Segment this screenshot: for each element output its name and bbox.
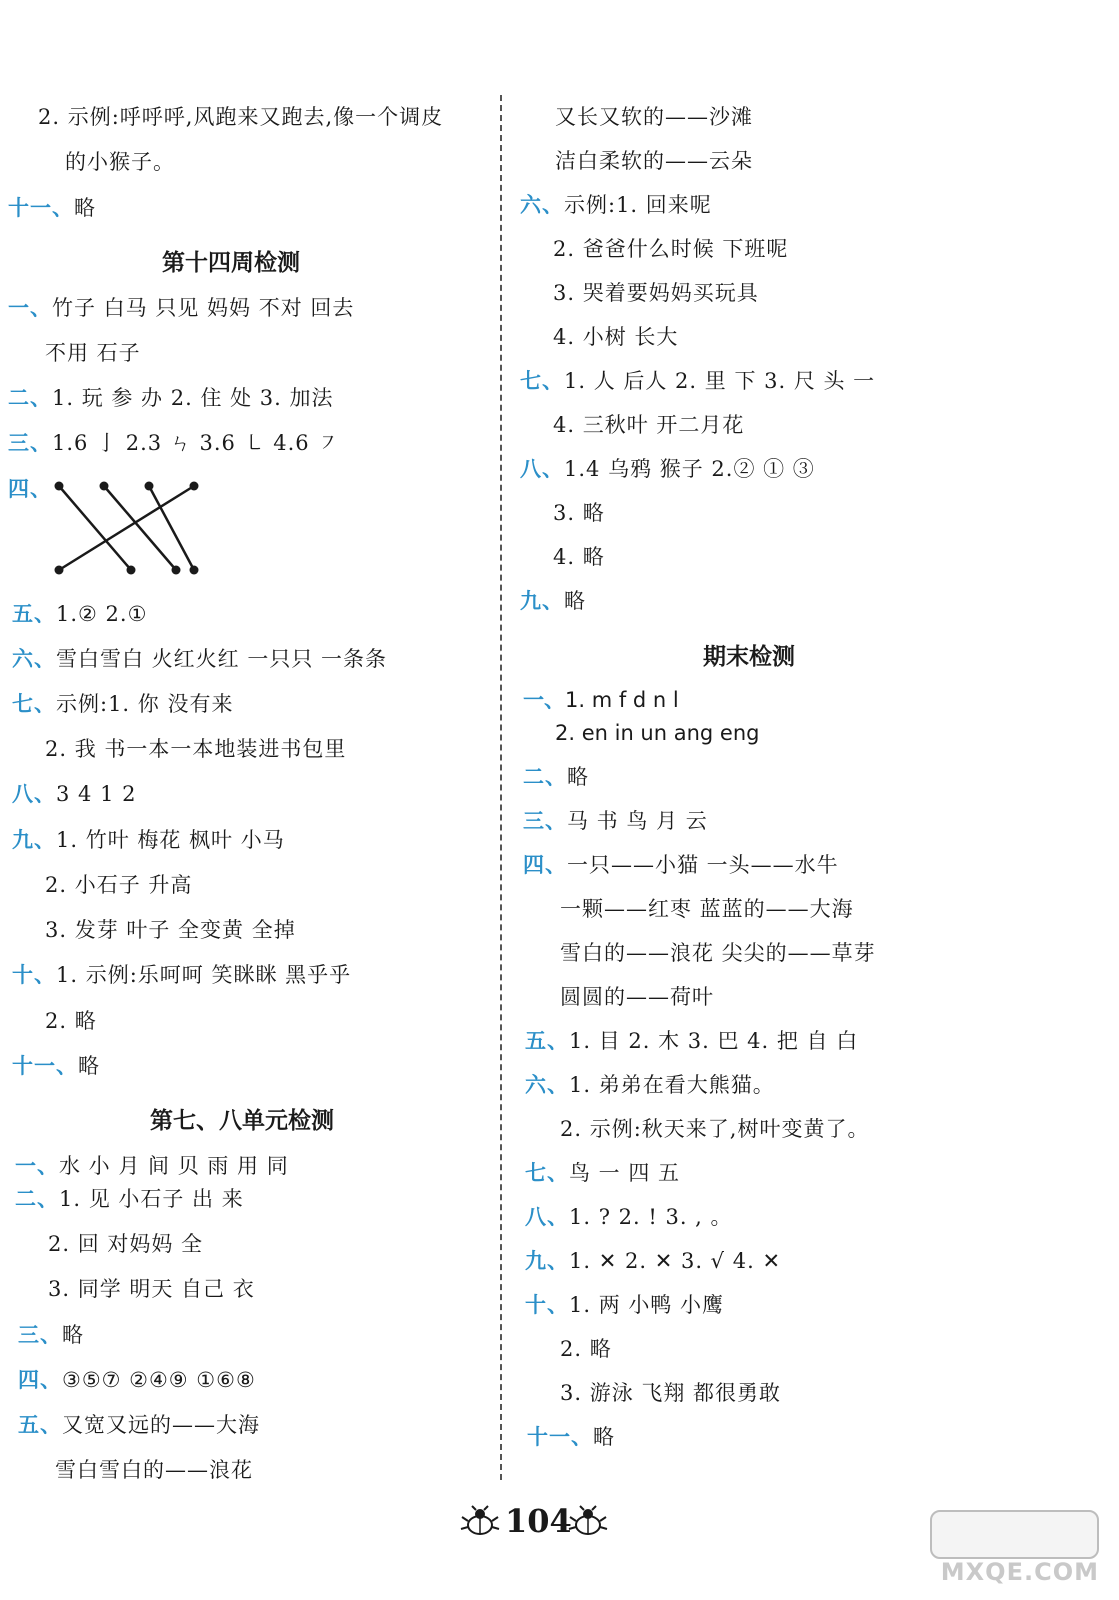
answer-line: 一、1. m f d n l <box>523 688 679 712</box>
watermark-logo <box>930 1510 1099 1559</box>
answer-line: 2. 略 <box>45 1009 97 1033</box>
answer-line: 一、竹子 白马 只见 妈妈 不对 回去 <box>8 295 355 320</box>
answer-line: 十、1. 示例:乐呵呵 笑眯眯 黑乎乎 <box>12 962 352 987</box>
answer-line: 二、1. 见 小石子 出 来 <box>15 1186 244 1211</box>
right-column <box>515 0 1105 1500</box>
answer-line: 雪白雪白的——浪花 <box>55 1458 253 1482</box>
answer-line: 雪白的——浪花 尖尖的——草芽 <box>560 941 876 965</box>
answer-line: 二、略 <box>523 764 589 789</box>
answer-line: 又长又软的——沙滩 <box>555 105 753 129</box>
answer-line: 七、1. 人 后人 2. 里 下 3. 尺 头 一 <box>520 368 876 393</box>
answer-line: 的小猴子。 <box>65 150 175 174</box>
answer-line: 四、③⑤⑦ ②④⑨ ①⑥⑧ <box>18 1367 256 1392</box>
answer-line: 4. 略 <box>553 545 605 569</box>
answer-line: 2. 略 <box>560 1337 612 1361</box>
answer-line: 一、水 小 月 间 贝 雨 用 同 <box>15 1153 289 1178</box>
watermark-text: MXQE.COM <box>940 1558 1099 1586</box>
answer-line: 圆圆的——荷叶 <box>560 985 714 1009</box>
answer-line: 一颗——红枣 蓝蓝的——大海 <box>560 897 854 921</box>
answer-line: 4. 小树 长大 <box>553 325 679 349</box>
answer-line: 不用 石子 <box>45 341 141 365</box>
answer-line: 七、鸟 一 四 五 <box>525 1160 681 1185</box>
section-heading: 第七、八单元检测 <box>150 1108 334 1134</box>
answer-line: 2. 爸爸什么时候 下班呢 <box>553 237 789 261</box>
answer-line: 四、一只——小猫 一头——水牛 <box>523 852 839 877</box>
left-column <box>0 0 490 1500</box>
answer-line: 六、1. 弟弟在看大熊猫。 <box>525 1072 775 1097</box>
answer-line: 九、1. ✕ 2. ✕ 3. √ 4. ✕ <box>525 1248 782 1273</box>
answer-line: 三、1.6 亅 2.3 ㄣ 3.6 ㇄ 4.6 ㇇ <box>8 430 340 455</box>
answer-line: 3. 发芽 叶子 全变黄 全掉 <box>45 918 296 942</box>
beetle-icon <box>460 1505 500 1539</box>
answer-line: 2. 示例:呼呼呼,风跑来又跑去,像一个调皮 <box>38 105 444 129</box>
answer-line: 3. 同学 明天 自己 衣 <box>48 1277 255 1301</box>
answer-line: 2. 回 对妈妈 全 <box>48 1232 204 1256</box>
answer-line: 2. 我 书一本一本地装进书包里 <box>45 737 347 761</box>
answer-line: 十一、略 <box>527 1424 615 1449</box>
answer-line: 3. 游泳 飞翔 都很勇敢 <box>560 1381 782 1405</box>
beetle-icon <box>568 1505 608 1539</box>
answer-line: 七、示例:1. 你 没有来 <box>12 691 234 716</box>
answer-line: 八、1.4 乌鸦 猴子 2.② ① ③ <box>520 456 815 481</box>
answer-line: 八、3 4 1 2 <box>12 781 137 806</box>
answer-line: 五、1. 目 2. 木 3. 巴 4. 把 自 白 <box>525 1028 859 1053</box>
answer-line: 洁白柔软的——云朵 <box>555 149 753 173</box>
answer-line: 十、1. 两 小鸭 小鹰 <box>525 1292 725 1317</box>
section-heading: 期末检测 <box>703 644 795 670</box>
answer-line: 2. 示例:秋天来了,树叶变黄了。 <box>560 1117 870 1141</box>
matching-diagram <box>45 478 215 578</box>
answer-line: 三、略 <box>18 1322 84 1347</box>
answer-line: 三、马 书 鸟 月 云 <box>523 808 708 833</box>
answer-line: 3. 哭着要妈妈买玩具 <box>553 281 759 305</box>
answer-line: 五、1.② 2.① <box>12 601 148 626</box>
column-divider <box>500 95 502 1480</box>
watermark <box>914 1510 1099 1590</box>
answer-line: 六、示例:1. 回来呢 <box>520 192 712 217</box>
answer-line: 八、1. ? 2. ! 3. , 。 <box>525 1204 733 1229</box>
answer-line: 十一、略 <box>8 195 96 220</box>
answer-line: 六、雪白雪白 火红火红 一只只 一条条 <box>12 646 388 671</box>
answer-line: 九、略 <box>520 588 586 613</box>
answer-line: 3. 略 <box>553 501 605 525</box>
answer-line: 四、 <box>8 476 52 501</box>
answer-line: 4. 三秋叶 开二月花 <box>553 413 745 437</box>
answer-line: 2. en in un ang eng <box>555 721 760 745</box>
answer-line: 五、又宽又远的——大海 <box>18 1412 260 1437</box>
answer-line: 2. 小石子 升高 <box>45 873 193 897</box>
page-number: 104 <box>505 1502 572 1540</box>
section-heading: 第十四周检测 <box>162 250 300 276</box>
answer-line: 九、1. 竹叶 梅花 枫叶 小马 <box>12 827 285 852</box>
answer-line: 十一、略 <box>12 1053 100 1078</box>
answer-line: 二、1. 玩 参 办 2. 住 处 3. 加法 <box>8 385 334 410</box>
